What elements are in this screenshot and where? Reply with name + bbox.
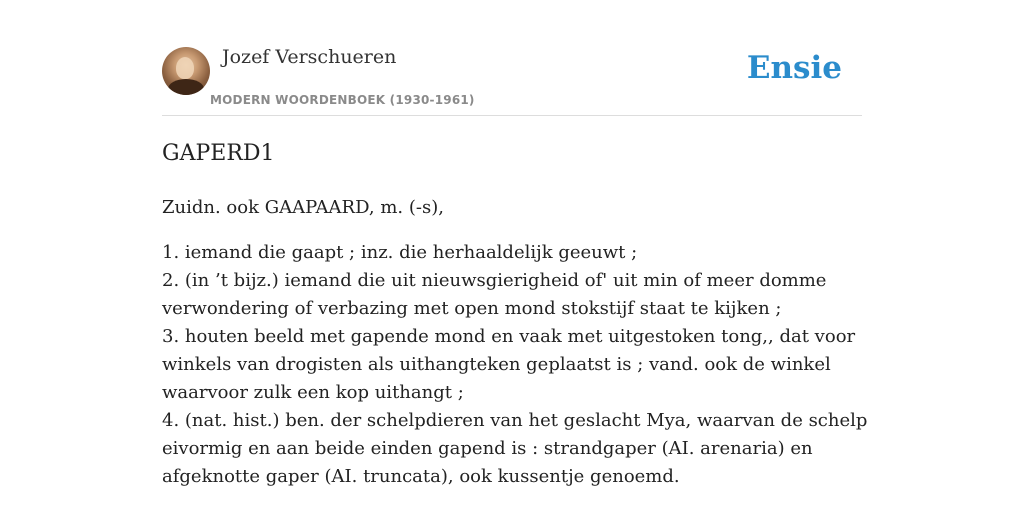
entry-term: GAPERD1 [162, 141, 275, 166]
definition-line: 3. houten beeld met gapende mond en vaak met uitgestoken tong,, dat voor [162, 326, 856, 347]
avatar-coat [168, 79, 204, 95]
definition-line: verwondering of verbazing met open mond stokstijf staat te kijken ; [162, 298, 782, 319]
entry-definitions [162, 239, 868, 491]
definition-line: afgeknotte gaper (AI. truncata), ook kussentje genoemd. [162, 466, 680, 487]
definition-line: winkels van drogisten als uithangteken geplaatst is ; vand. ook de winkel [162, 354, 831, 375]
entry-intro: Zuidn. ook GAAPAARD, m. (-s), [162, 197, 444, 218]
avatar-face [176, 57, 194, 79]
brand-logo[interactable]: Ensie [746, 50, 842, 86]
header [162, 0, 862, 116]
definition-line: eivormig en aan beide einden gapend is : strandgaper (AI. arenaria) en [162, 438, 813, 459]
definition-line: waarvoor zulk een kop uithangt ; [162, 382, 464, 403]
author-avatar[interactable] [162, 47, 210, 95]
definition-line: 4. (nat. hist.) ben. der schelpdieren van het geslacht Mya, waarvan de schelp [162, 410, 868, 431]
page [162, 0, 868, 512]
definition-line: 1. iemand die gaapt ; inz. die herhaaldelijk geeuwt ; [162, 242, 638, 263]
author-name[interactable]: Jozef Verschueren [222, 46, 397, 68]
definition-line: 2. (in ’t bijz.) iemand die uit nieuwsgierigheid of' uit min of meer domme [162, 270, 827, 291]
source-label[interactable]: MODERN WOORDENBOEK (1930-1961) [210, 93, 475, 107]
